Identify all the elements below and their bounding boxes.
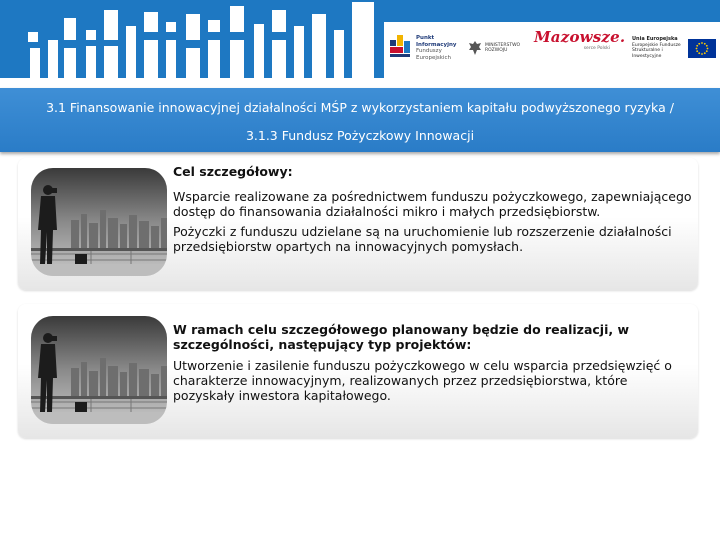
decorative-square bbox=[86, 30, 96, 40]
top-banner bbox=[0, 0, 720, 78]
decorative-square bbox=[352, 2, 374, 78]
eagle-emblem-icon bbox=[468, 40, 482, 56]
ministry-logo bbox=[468, 28, 530, 68]
decorative-square bbox=[208, 20, 220, 32]
decorative-square bbox=[334, 30, 344, 78]
decorative-square bbox=[104, 10, 118, 40]
project-type-card bbox=[18, 304, 698, 438]
decorative-square bbox=[312, 14, 326, 78]
punkt-logo-line2: Informacyjny bbox=[416, 41, 457, 48]
decorative-square bbox=[86, 46, 96, 78]
partner-logo-strip bbox=[384, 22, 720, 78]
eu-line3: Strukturalne i Inwestycyjne bbox=[632, 48, 663, 59]
section-title-bar bbox=[0, 88, 720, 152]
eu-logo bbox=[632, 28, 718, 68]
ministry-line2: ROZWOJU bbox=[485, 48, 508, 53]
project-type-paragraph: Utworzenie i zasilenie funduszu pożyczkowego w celu wsparcia przedsięwzięć o charakterze innowacyjnym, realizowanych przez przedsiębiorstwa, które pozyskały inwestora kapitałowego. bbox=[173, 358, 672, 403]
objective-paragraph: Pożyczki z funduszu udzielane są na uruchomienie lub rozszerzenie działalności przedsiębiorstw opartych na innowacyjnych pomysłach. bbox=[173, 224, 672, 254]
punkt-logo-line3: Funduszy Europejskich bbox=[416, 48, 451, 61]
decorative-square bbox=[104, 46, 118, 78]
decorative-square bbox=[186, 48, 200, 78]
project-type-text bbox=[173, 322, 693, 408]
eu-flag-icon bbox=[688, 39, 716, 58]
decorative-square bbox=[64, 18, 76, 40]
decorative-square bbox=[64, 48, 76, 78]
decorative-square bbox=[28, 32, 38, 42]
decorative-square bbox=[48, 40, 58, 78]
objective-text bbox=[173, 164, 693, 259]
decorative-square bbox=[144, 40, 158, 78]
decorative-square bbox=[126, 26, 136, 78]
decorative-square bbox=[186, 14, 200, 40]
objective-heading: Cel szczegółowy: bbox=[173, 164, 293, 179]
objective-card bbox=[18, 158, 698, 290]
decorative-square bbox=[230, 6, 244, 32]
decorative-square bbox=[166, 40, 176, 78]
decorative-square bbox=[254, 24, 264, 78]
project-type-heading: W ramach celu szczegółowego planowany będzie do realizacji, w szczególności, następujący typ projektów: bbox=[173, 322, 630, 352]
ministry-line1: MINISTERSTWO bbox=[485, 42, 521, 48]
objective-paragraph: Wsparcie realizowane za pośrednictwem funduszu pożyczkowego, zapewniającego dostęp do finansowania działalności mikro i małych przedsiębiorstw. bbox=[173, 189, 692, 219]
eu-line2: Europejskie Fundusze bbox=[632, 42, 681, 48]
fundusze-europejskie-icon bbox=[390, 34, 412, 62]
decorative-square bbox=[230, 40, 244, 78]
mazowsze-wordmark: Mazowsze. bbox=[534, 28, 626, 46]
decorative-square bbox=[166, 22, 176, 32]
decorative-square bbox=[208, 40, 220, 78]
mazowsze-logo bbox=[534, 28, 624, 68]
decorative-square bbox=[272, 10, 286, 32]
mazowsze-tagline: serce Polski bbox=[583, 46, 610, 51]
decorative-square bbox=[294, 26, 304, 78]
punkt-logo-line1: Punkt bbox=[416, 35, 435, 41]
decorative-square bbox=[30, 48, 40, 78]
decorative-square bbox=[144, 12, 158, 32]
decorative-square bbox=[272, 40, 286, 78]
eu-line1: Unia Europejska bbox=[632, 36, 678, 42]
section-title-line2: 3.1.3 Fundusz Pożyczkowy Innowacji bbox=[245, 128, 475, 143]
section-title-line1: 3.1 Finansowanie innowacyjnej działalności MŚP z wykorzystaniem kapitału podwyższonego ryzyka / bbox=[46, 100, 674, 115]
punkt-informacyjny-logo bbox=[390, 28, 460, 68]
businessman-skyline-image bbox=[31, 168, 167, 276]
businessman-skyline-image bbox=[31, 316, 167, 424]
